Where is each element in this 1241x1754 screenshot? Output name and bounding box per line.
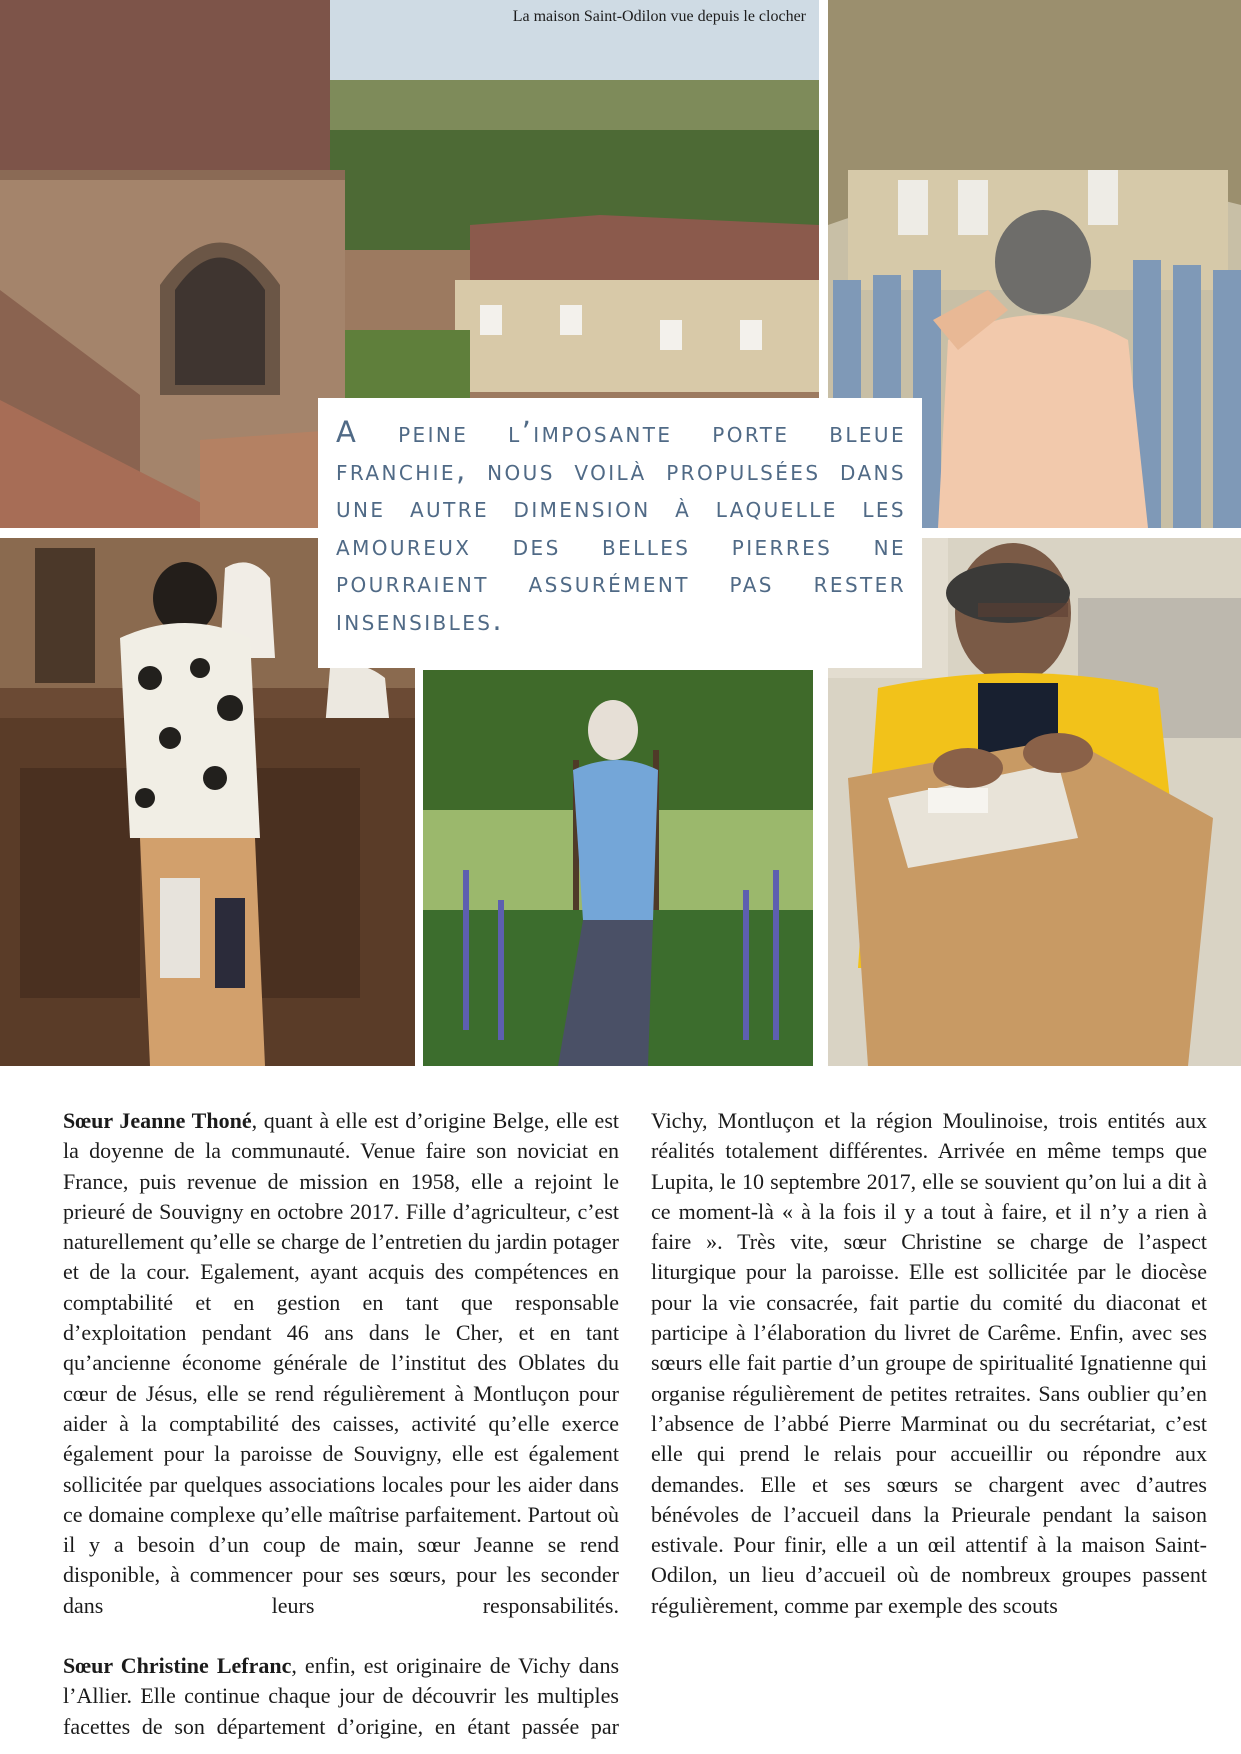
paragraph-jeanne (63, 1106, 619, 1621)
photo-caption: La maison Saint-Odilon vue depuis le clocher (512, 8, 806, 25)
paragraph-jeanne-text: , quant à elle est d’origine Belge, elle est la doyenne de la communauté. Venue faire son noviciat en France, puis revenue de mission en 1958, elle a rejoint le prieuré de Souvigny en octobre 2017. Fille d’agriculteur, c’est naturellement qu’elle se charge de l’entretien du jardin potager et de la cour. Egalement, ayant acquis des compétences en comptabilité et en gestion en tant que responsable d’exploitation pendant 46 ans dans le Cher, et en tant qu’ancienne économe générale de l’institut des Oblates du cœur de Jésus, elle se rend régulièrement à Montluçon pour aider à la comptabilité des caisses, activité qu’elle exerce également pour la paroisse de Souvigny, elle est également sollicitée par quelques associations locales pour les aider dans ce domaine complexe qu’elle maîtrise parfaitement. Partout où il y a besoin d’un coup de main, sœur Jeanne se rend disponible, à commencer pour ses sœurs, pour les seconder dans leurs responsabilités. (63, 1108, 619, 1618)
photo-garden (423, 670, 813, 1066)
pullquote: A peine l’imposante porte bleue franchie, nous voilà propulsées dans une autre dimension à laquelle les amoureux des belles pierres ne pourraient assurément pas rester insensibles. (336, 415, 906, 637)
paragraph-christine (651, 1106, 1207, 1621)
paragraph-christine-start: Sœur Christine Lefranc, enfin, est originaire de Vichy dans l’Allier. Elle continue chaque jour de découvrir les multiples facettes de son département d’origine, en étant passée par (63, 1653, 619, 1739)
article-column-right (651, 1106, 1207, 1621)
paragraph-christine-text: Vichy, Montluçon et la région Moulinoise, trois entités aux réalités totalement différentes. Arrivée en même temps que Lupita, le 10 septembre 2017, elle se souvient qu’on lui a dit à ce moment-là « à la fois il y a tout à faire, et il n’y a rien à faire ». Très vite, sœur Christine se charge de l’aspect liturgique pour la paroisse. Elle est sollicitée par le diocèse pour la vie consacrée, fait partie du comité du diaconat et participe à l’élaboration du livret de Carême. Enfin, avec ses sœurs elle fait partie d’un groupe de spiritualité Ignatienne qui organise régulièrement de petites retraites. Sans oublier qu’en l’absence de l’abbé Pierre Marminat ou du secrétariat, c’est elle qui prend le relais pour accueillir ou répondre aux demandes. Elle et ses sœurs se chargent avec d’autres bénévoles de l’accueil dans la Prieurale pendant la saison estivale. Pour finir, elle a un œil attentif à la maison Saint-Odilon, un lieu d’accueil où de nombreux groupes passent régulièrement, comme par exemple des scouts (651, 1108, 1207, 1618)
name-jeanne-thone: Sœur Jeanne Thoné (63, 1108, 252, 1133)
article-column-left (63, 1106, 619, 1742)
